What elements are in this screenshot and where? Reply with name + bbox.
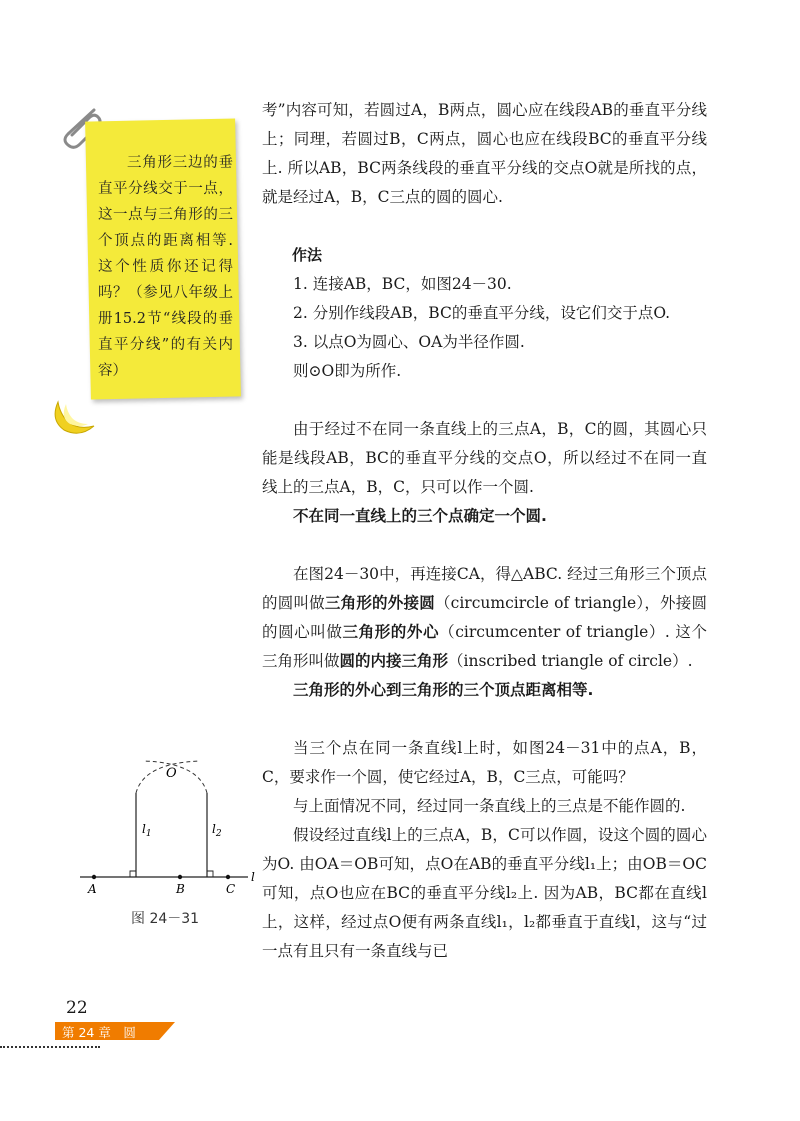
figure-24-31 (70, 755, 260, 895)
collinear-answer: 与上面情况不同，经过同一条直线上的三点是不能作圆的. (293, 797, 686, 815)
text-run: 在图24－30中，再连接CA，得△ABC. 经过三角形三个顶点的圆叫做 (262, 565, 707, 612)
uniqueness-paragraph: 由于经过不在同一条直线上的三点A，B，C的圆，其圆心只能是线段AB，BC的垂直平分线的交点O，所以经过不在同一直线上的三点A，B，C，只可以作一个圆. (262, 420, 707, 496)
point-B (178, 875, 182, 879)
label-O: O (166, 766, 177, 781)
right-angle-mark (130, 871, 136, 877)
circumcircle-paragraph (262, 560, 707, 676)
crescent-moon-icon (50, 398, 100, 438)
text-run: （inscribed triangle of circle）. (448, 652, 693, 670)
term-circumcircle: 三角形的外接圆 (324, 594, 435, 612)
label-A: A (88, 882, 97, 895)
label-l2 (212, 822, 222, 839)
label-l1-main: l (142, 822, 146, 836)
theorem-three-points: 不在同一直线上的三个点确定一个圆. (293, 507, 547, 525)
main-text (262, 96, 707, 966)
step-2: 2. 分别作线段AB，BC的垂直平分线，设它们交于点O. (293, 304, 671, 322)
label-l1 (142, 822, 152, 839)
figure-caption: 图 24－31 (131, 911, 200, 927)
text-run: （circumcircle of triangle），外接圆的圆心叫做 (262, 594, 707, 641)
footer-dotted-line (0, 1046, 100, 1048)
chapter-label: 第 24 章 圆 (62, 1025, 136, 1040)
collinear-question: 当三个点在同一条直线l上时，如图24－31中的点A，B，C，要求作一个圆，使它经过A，B，C三点，可能吗？ (262, 739, 707, 786)
method-title: 作法 (292, 246, 323, 264)
term-inscribed-triangle: 圆的内接三角形 (339, 652, 449, 670)
point-A (92, 875, 96, 879)
label-C: C (226, 882, 236, 895)
label-line-l: l (251, 870, 255, 884)
right-angle-mark (207, 871, 213, 877)
proof-paragraph: 假设经过直线l上的三点A，B，C可以作圆，设这个圆的圆心为O. 由OA＝OB可知，点O在AB的垂直平分线l₁上；由OB＝OC可知，点O也应在BC的垂直平分线l₂上. 因为AB，BC都在直线l上，这样，经过点O便有两条直线l₁，l₂都垂直于直线l，这与“过一点有且只有一条直线与已 (262, 826, 707, 960)
label-l2-main: l (212, 822, 216, 836)
term-circumcenter: 三角形的外心 (342, 623, 440, 641)
label-B: B (176, 882, 185, 895)
text-run: （circumcenter of triangle）. 这个三角形叫做 (262, 623, 707, 670)
label-l1-sub: 1 (145, 829, 152, 839)
sidebar-note-text: 三角形三边的垂直平分线交于一点，这一点与三角形的三个顶点的距离相等. 这个性质你还记得吗？（参见八年级上册15.2节“线段的垂直平分线”的有关内容） (98, 155, 233, 379)
theorem-circumcenter: 三角形的外心到三角形的三个顶点距离相等. (293, 681, 594, 699)
step-3: 3. 以点O为圆心、OA为半径作圆. (293, 333, 525, 351)
intro-paragraph: 考”内容可知，若圆过A，B两点，圆心应在线段AB的垂直平分线上；同理，若圆过B，C两点，圆心也应在线段BC的垂直平分线上. 所以AB，BC两条线段的垂直平分线的交点O就是所找的点，就是经过A，B，C三点的圆的圆心. (262, 101, 707, 206)
page-number: 22 (66, 998, 88, 1018)
construction-result: 则⊙O即为所作. (293, 362, 402, 380)
point-C (226, 875, 230, 879)
label-l2-sub: 2 (215, 829, 222, 839)
step-1: 1. 连接AB，BC，如图24－30. (293, 275, 512, 293)
